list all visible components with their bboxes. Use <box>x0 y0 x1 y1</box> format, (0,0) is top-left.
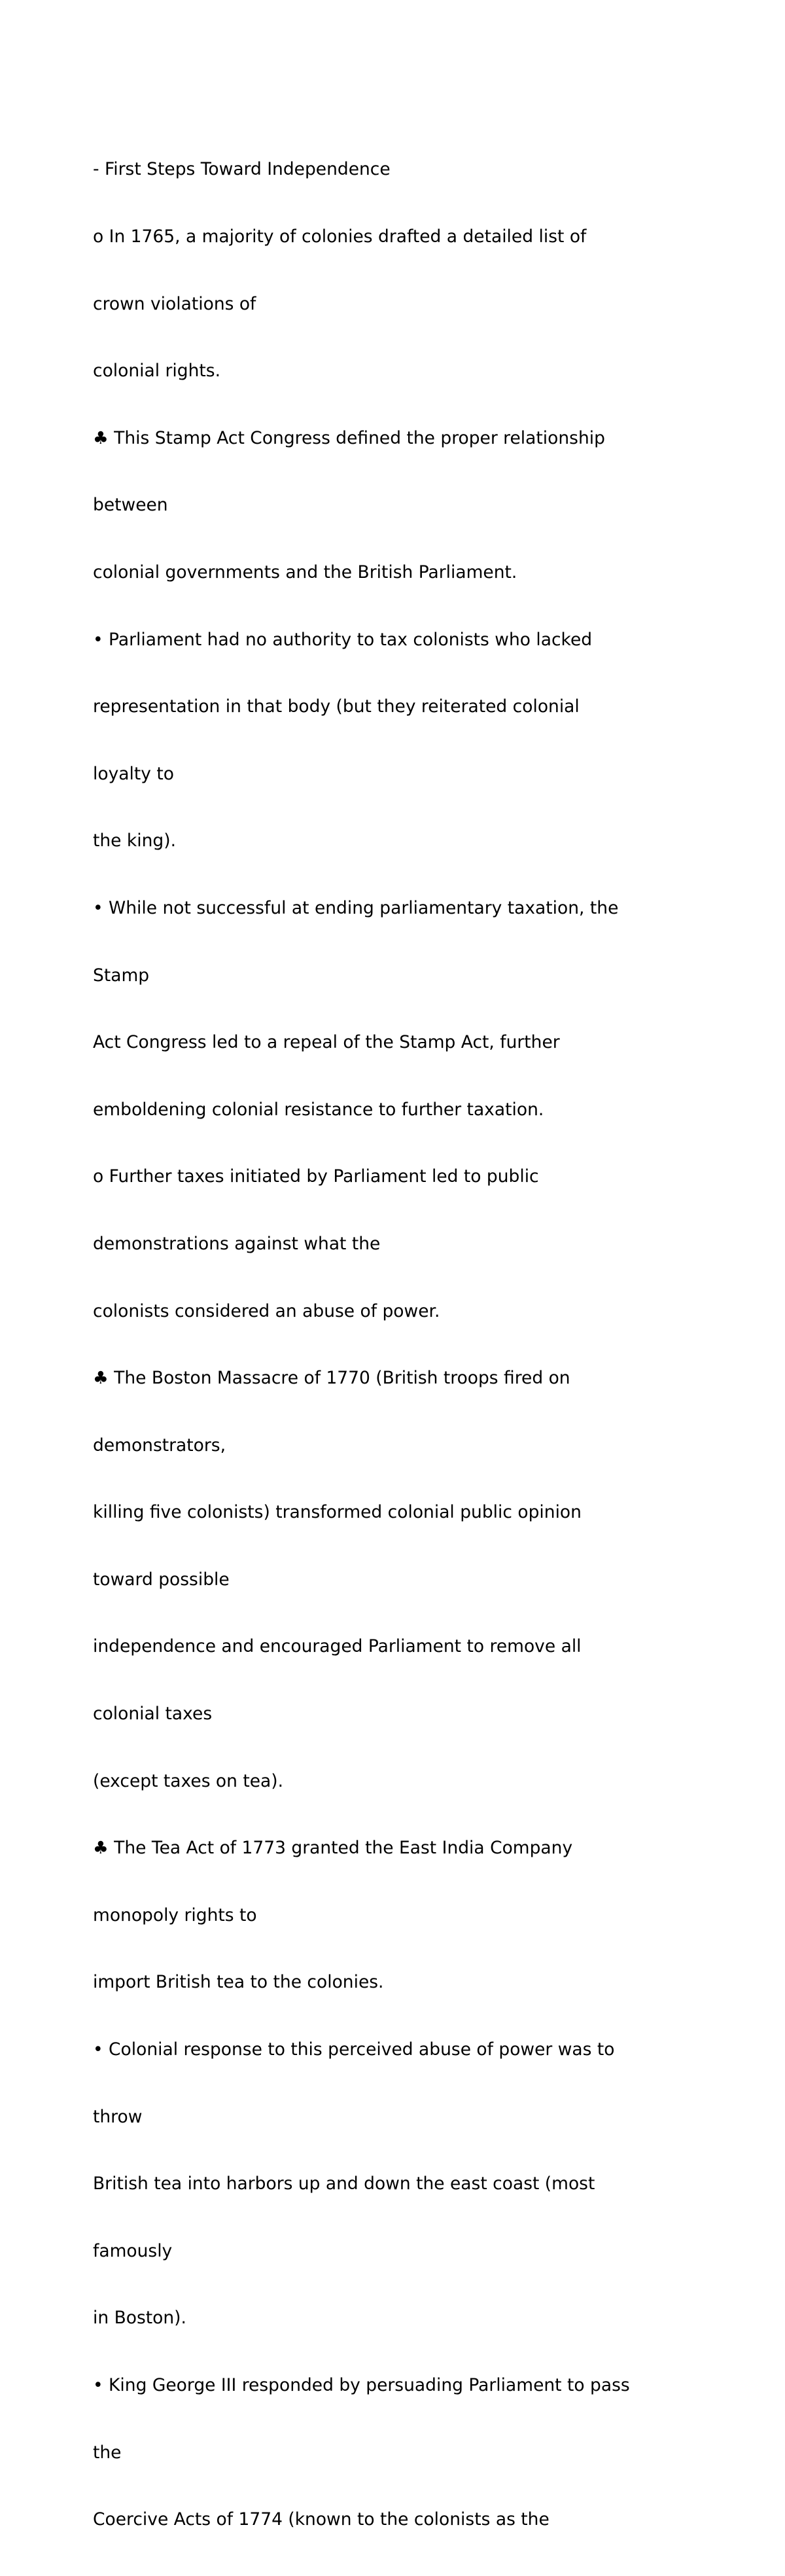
text-line: colonists considered an abuse of power. <box>93 1300 440 1321</box>
text-line: the king). <box>93 831 177 851</box>
text-line: ♣ The Boston Massacre of 1770 (British troops fired on <box>93 1368 570 1389</box>
text-line: demonstrations against what the <box>93 1233 381 1254</box>
text-line: famously <box>93 2240 173 2261</box>
text-line: toward possible <box>93 1569 230 1590</box>
text-line: ♣ This Stamp Act Congress defined the proper relationship <box>93 427 605 448</box>
text-line: British tea into harbors up and down the east coast (most <box>93 2174 595 2194</box>
text-line: colonial rights. <box>93 361 221 382</box>
text-line: monopoly rights to <box>93 1905 257 1925</box>
text-line: Stamp <box>93 965 150 986</box>
text-line: • Parliament had no authority to tax colonists who lacked <box>93 629 593 650</box>
text-line: - First Steps Toward Independence <box>93 159 391 180</box>
text-line: • King George III responded by persuading Parliament to pass <box>93 2375 630 2395</box>
text-line: loyalty to <box>93 763 174 784</box>
text-line: ♣ The Tea Act of 1773 granted the East India Company <box>93 1838 573 1859</box>
text-line: killing five colonists) transformed colonial public opinion <box>93 1502 582 1523</box>
text-line: o Further taxes initiated by Parliament led to public <box>93 1166 539 1187</box>
text-line: independence and encouraged Parliament to remove all <box>93 1636 582 1657</box>
text-line: o In 1765, a majority of colonies drafted a detailed list of <box>93 226 587 247</box>
text-line: colonial taxes <box>93 1704 213 1725</box>
text-line: between <box>93 495 168 516</box>
text-line: import British tea to the colonies. <box>93 1972 384 1993</box>
text-line: Coercive Acts of 1774 (known to the colonists as the <box>93 2509 550 2530</box>
document-body <box>93 114 747 2576</box>
text-line: crown violations of <box>93 293 256 314</box>
text-line: • Colonial response to this perceived abuse of power was to <box>93 2039 615 2060</box>
text-line: emboldening colonial resistance to further taxation. <box>93 1099 544 1120</box>
text-line: • While not successful at ending parliamentary taxation, the <box>93 897 619 918</box>
text-line: throw <box>93 2106 143 2127</box>
text-line: the <box>93 2442 122 2463</box>
text-line: (except taxes on tea). <box>93 1770 284 1791</box>
text-line: demonstrators, <box>93 1435 226 1456</box>
text-line: representation in that body (but they reiterated colonial <box>93 696 580 717</box>
text-line: Act Congress led to a repeal of the Stamp Act, further <box>93 1032 560 1053</box>
text-line: in Boston). <box>93 2308 186 2329</box>
text-line: colonial governments and the British Parliament. <box>93 562 517 582</box>
